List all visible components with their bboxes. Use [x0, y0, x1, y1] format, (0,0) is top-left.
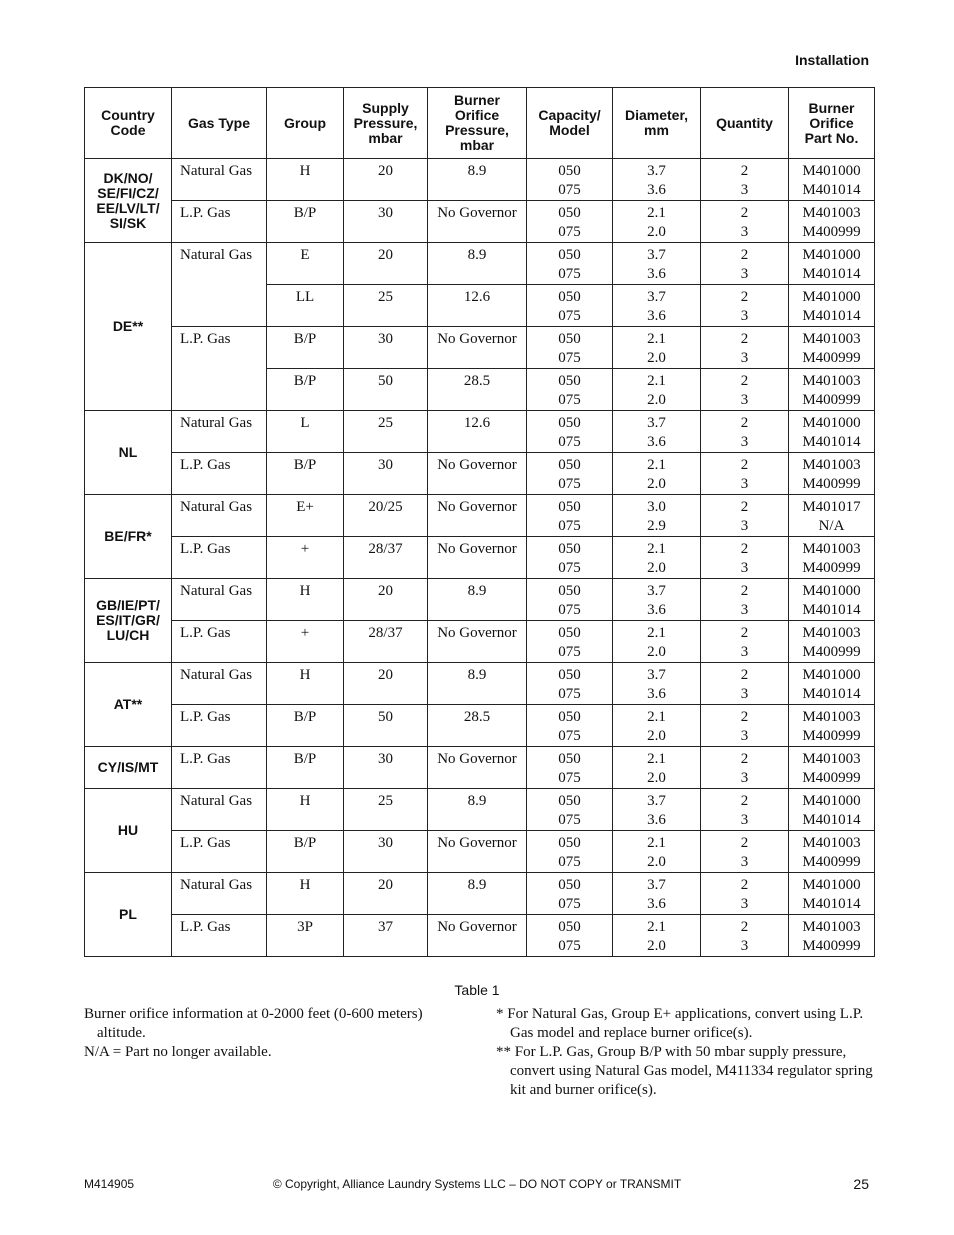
country-code-cell: DE**	[85, 243, 172, 411]
orifice-pressure-cell: 8.9	[428, 579, 527, 621]
group-cell: +	[267, 537, 344, 579]
group-cell: B/P	[267, 327, 344, 369]
table-row	[85, 327, 875, 369]
group-cell: H	[267, 663, 344, 705]
supply-pressure-cell: 30	[344, 453, 428, 495]
group-cell: +	[267, 621, 344, 663]
group-cell: H	[267, 873, 344, 915]
column-header-orifice-pressure: Burner Orifice Pressure, mbar	[428, 88, 527, 159]
orifice-pressure-cell: 28.5	[428, 369, 527, 411]
column-header-country-code: Country Code	[85, 88, 172, 159]
quantity-cell: 2 3	[701, 831, 789, 873]
table-header-row	[85, 88, 875, 159]
gas-type-cell: Natural Gas	[172, 411, 267, 453]
footer-copyright: © Copyright, Alliance Laundry Systems LLC – DO NOT COPY or TRANSMIT	[272, 1177, 682, 1191]
quantity-cell: 2 3	[701, 243, 789, 285]
capacity-model-cell: 050 075	[527, 747, 613, 789]
orifice-pressure-cell: No Governor	[428, 747, 527, 789]
supply-pressure-cell: 25	[344, 789, 428, 831]
orifice-pressure-cell: 12.6	[428, 411, 527, 453]
capacity-model-cell: 050 075	[527, 327, 613, 369]
orifice-pressure-cell: 8.9	[428, 243, 527, 285]
country-code-cell: BE/FR*	[85, 495, 172, 579]
capacity-model-cell: 050 075	[527, 621, 613, 663]
quantity-cell: 2 3	[701, 705, 789, 747]
capacity-model-cell: 050 075	[527, 831, 613, 873]
column-header-gas-type: Gas Type	[172, 88, 267, 159]
orifice-pressure-cell: 8.9	[428, 159, 527, 201]
orifice-pressure-cell: 28.5	[428, 705, 527, 747]
supply-pressure-cell: 20	[344, 579, 428, 621]
capacity-model-cell: 050 075	[527, 453, 613, 495]
diameter-cell: 3.0 2.9	[613, 495, 701, 537]
group-cell: B/P	[267, 201, 344, 243]
diameter-cell: 3.7 3.6	[613, 873, 701, 915]
supply-pressure-cell: 30	[344, 747, 428, 789]
gas-type-cell: Natural Gas	[172, 663, 267, 705]
note-na: N/A = Part no longer available.	[84, 1044, 272, 1060]
part-no-cell: M401003 M400999	[789, 537, 875, 579]
quantity-cell: 2 3	[701, 537, 789, 579]
part-no-cell: M401000 M401014	[789, 663, 875, 705]
supply-pressure-cell: 30	[344, 201, 428, 243]
part-no-cell: M401003 M400999	[789, 327, 875, 369]
group-cell: B/P	[267, 453, 344, 495]
supply-pressure-cell: 28/37	[344, 621, 428, 663]
diameter-cell: 2.1 2.0	[613, 831, 701, 873]
quantity-cell: 2 3	[701, 915, 789, 957]
gas-type-cell: Natural Gas	[172, 243, 267, 327]
capacity-model-cell: 050 075	[527, 579, 613, 621]
gas-orifice-table	[84, 87, 875, 957]
supply-pressure-cell: 28/37	[344, 537, 428, 579]
part-no-cell: M401003 M400999	[789, 621, 875, 663]
diameter-cell: 2.1 2.0	[613, 747, 701, 789]
capacity-model-cell: 050 075	[527, 537, 613, 579]
part-no-cell: M401017 N/A	[789, 495, 875, 537]
quantity-cell: 2 3	[701, 579, 789, 621]
table-row	[85, 537, 875, 579]
group-cell: B/P	[267, 369, 344, 411]
group-cell: E+	[267, 495, 344, 537]
orifice-pressure-cell: No Governor	[428, 327, 527, 369]
gas-type-cell: Natural Gas	[172, 159, 267, 201]
table-row	[85, 831, 875, 873]
quantity-cell: 2 3	[701, 159, 789, 201]
orifice-pressure-cell: 8.9	[428, 873, 527, 915]
orifice-pressure-cell: No Governor	[428, 495, 527, 537]
quantity-cell: 2 3	[701, 201, 789, 243]
orifice-pressure-cell: No Governor	[428, 831, 527, 873]
capacity-model-cell: 050 075	[527, 705, 613, 747]
supply-pressure-cell: 50	[344, 705, 428, 747]
group-cell: LL	[267, 285, 344, 327]
diameter-cell: 2.1 2.0	[613, 369, 701, 411]
capacity-model-cell: 050 075	[527, 915, 613, 957]
gas-type-cell: L.P. Gas	[172, 201, 267, 243]
capacity-model-cell: 050 075	[527, 243, 613, 285]
quantity-cell: 2 3	[701, 285, 789, 327]
country-code-cell: AT**	[85, 663, 172, 747]
footer-doc-number: M414905	[84, 1177, 135, 1191]
column-header-supply-pressure: Supply Pressure, mbar	[344, 88, 428, 159]
orifice-pressure-cell: 8.9	[428, 663, 527, 705]
quantity-cell: 2 3	[701, 495, 789, 537]
table-row	[85, 159, 875, 201]
table-row	[85, 453, 875, 495]
capacity-model-cell: 050 075	[527, 663, 613, 705]
capacity-model-cell: 050 075	[527, 369, 613, 411]
supply-pressure-cell: 37	[344, 915, 428, 957]
group-cell: L	[267, 411, 344, 453]
part-no-cell: M401000 M401014	[789, 285, 875, 327]
gas-type-cell: Natural Gas	[172, 579, 267, 621]
table-row	[85, 201, 875, 243]
part-no-cell: M401000 M401014	[789, 789, 875, 831]
diameter-cell: 3.7 3.6	[613, 579, 701, 621]
table-body	[85, 159, 875, 957]
table-row	[85, 747, 875, 789]
page-number: 25	[853, 1176, 869, 1192]
quantity-cell: 2 3	[701, 747, 789, 789]
table-row	[85, 411, 875, 453]
supply-pressure-cell: 25	[344, 411, 428, 453]
country-code-cell: HU	[85, 789, 172, 873]
diameter-cell: 2.1 2.0	[613, 915, 701, 957]
gas-type-cell: L.P. Gas	[172, 831, 267, 873]
column-header-part-no: Burner Orifice Part No.	[789, 88, 875, 159]
gas-type-cell: L.P. Gas	[172, 915, 267, 957]
diameter-cell: 2.1 2.0	[613, 621, 701, 663]
capacity-model-cell: 050 075	[527, 789, 613, 831]
capacity-model-cell: 050 075	[527, 285, 613, 327]
group-cell: B/P	[267, 705, 344, 747]
gas-type-cell: Natural Gas	[172, 495, 267, 537]
country-code-cell: DK/NO/ SE/FI/CZ/ EE/LV/LT/ SI/SK	[85, 159, 172, 243]
table-row	[85, 705, 875, 747]
orifice-pressure-cell: No Governor	[428, 537, 527, 579]
group-cell: H	[267, 789, 344, 831]
supply-pressure-cell: 20	[344, 663, 428, 705]
quantity-cell: 2 3	[701, 663, 789, 705]
group-cell: B/P	[267, 831, 344, 873]
diameter-cell: 3.7 3.6	[613, 789, 701, 831]
table-row	[85, 495, 875, 537]
gas-type-cell: L.P. Gas	[172, 537, 267, 579]
capacity-model-cell: 050 075	[527, 873, 613, 915]
note-altitude: Burner orifice information at 0-2000 feet (0-600 meters) altitude.	[84, 1006, 423, 1041]
gas-type-cell: L.P. Gas	[172, 453, 267, 495]
part-no-cell: M401003 M400999	[789, 831, 875, 873]
part-no-cell: M401003 M400999	[789, 705, 875, 747]
group-cell: E	[267, 243, 344, 285]
gas-type-cell: L.P. Gas	[172, 327, 267, 411]
diameter-cell: 3.7 3.6	[613, 411, 701, 453]
table-row	[85, 873, 875, 915]
supply-pressure-cell: 50	[344, 369, 428, 411]
part-no-cell: M401000 M401014	[789, 873, 875, 915]
orifice-pressure-cell: No Governor	[428, 915, 527, 957]
quantity-cell: 2 3	[701, 369, 789, 411]
gas-type-cell: Natural Gas	[172, 789, 267, 831]
gas-type-cell: L.P. Gas	[172, 621, 267, 663]
diameter-cell: 3.7 3.6	[613, 159, 701, 201]
capacity-model-cell: 050 075	[527, 159, 613, 201]
part-no-cell: M401000 M401014	[789, 579, 875, 621]
notes-right	[496, 1005, 876, 1100]
table-row	[85, 579, 875, 621]
quantity-cell: 2 3	[701, 453, 789, 495]
orifice-pressure-cell: 12.6	[428, 285, 527, 327]
supply-pressure-cell: 30	[344, 327, 428, 369]
capacity-model-cell: 050 075	[527, 411, 613, 453]
country-code-cell: GB/IE/PT/ ES/IT/GR/ LU/CH	[85, 579, 172, 663]
diameter-cell: 3.7 3.6	[613, 663, 701, 705]
supply-pressure-cell: 20	[344, 873, 428, 915]
diameter-cell: 3.7 3.6	[613, 285, 701, 327]
supply-pressure-cell: 20	[344, 243, 428, 285]
notes-left	[84, 1005, 454, 1062]
quantity-cell: 2 3	[701, 411, 789, 453]
note-footnote-single-asterisk: * For Natural Gas, Group E+ applications, convert using L.P. Gas model and replace burner orifice(s).	[496, 1006, 864, 1041]
gas-type-cell: Natural Gas	[172, 873, 267, 915]
table-row	[85, 621, 875, 663]
capacity-model-cell: 050 075	[527, 201, 613, 243]
quantity-cell: 2 3	[701, 327, 789, 369]
group-cell: H	[267, 579, 344, 621]
supply-pressure-cell: 25	[344, 285, 428, 327]
table-caption: Table 1	[454, 982, 500, 998]
orifice-pressure-cell: No Governor	[428, 201, 527, 243]
diameter-cell: 2.1 2.0	[613, 705, 701, 747]
country-code-cell: CY/IS/MT	[85, 747, 172, 789]
part-no-cell: M401000 M401014	[789, 159, 875, 201]
quantity-cell: 2 3	[701, 873, 789, 915]
part-no-cell: M401000 M401014	[789, 411, 875, 453]
orifice-pressure-cell: No Governor	[428, 621, 527, 663]
column-header-diameter: Diameter, mm	[613, 88, 701, 159]
table-row	[85, 915, 875, 957]
diameter-cell: 3.7 3.6	[613, 243, 701, 285]
section-title: Installation	[795, 52, 869, 68]
supply-pressure-cell: 20/25	[344, 495, 428, 537]
part-no-cell: M401003 M400999	[789, 747, 875, 789]
orifice-pressure-cell: No Governor	[428, 453, 527, 495]
note-footnote-double-asterisk: ** For L.P. Gas, Group B/P with 50 mbar supply pressure, convert using Natural Gas model, M411334 regulator spring kit and burner orifice(s).	[496, 1044, 873, 1098]
group-cell: 3P	[267, 915, 344, 957]
table-row	[85, 663, 875, 705]
diameter-cell: 2.1 2.0	[613, 201, 701, 243]
part-no-cell: M401003 M400999	[789, 369, 875, 411]
group-cell: B/P	[267, 747, 344, 789]
supply-pressure-cell: 30	[344, 831, 428, 873]
part-no-cell: M401003 M400999	[789, 453, 875, 495]
orifice-pressure-cell: 8.9	[428, 789, 527, 831]
column-header-group: Group	[267, 88, 344, 159]
column-header-capacity-model: Capacity/ Model	[527, 88, 613, 159]
part-no-cell: M401000 M401014	[789, 243, 875, 285]
gas-type-cell: L.P. Gas	[172, 705, 267, 747]
supply-pressure-cell: 20	[344, 159, 428, 201]
gas-type-cell: L.P. Gas	[172, 747, 267, 789]
quantity-cell: 2 3	[701, 621, 789, 663]
table-row	[85, 789, 875, 831]
diameter-cell: 2.1 2.0	[613, 537, 701, 579]
group-cell: H	[267, 159, 344, 201]
diameter-cell: 2.1 2.0	[613, 453, 701, 495]
capacity-model-cell: 050 075	[527, 495, 613, 537]
diameter-cell: 2.1 2.0	[613, 327, 701, 369]
quantity-cell: 2 3	[701, 789, 789, 831]
column-header-quantity: Quantity	[701, 88, 789, 159]
part-no-cell: M401003 M400999	[789, 201, 875, 243]
part-no-cell: M401003 M400999	[789, 915, 875, 957]
country-code-cell: NL	[85, 411, 172, 495]
table-row	[85, 243, 875, 285]
country-code-cell: PL	[85, 873, 172, 957]
